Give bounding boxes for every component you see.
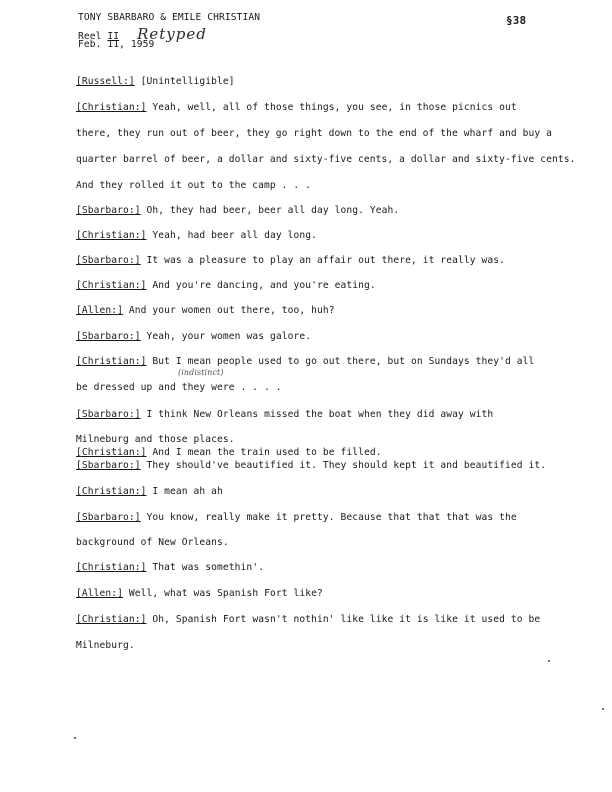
- transcript-line: there, they run out of beer, they go right down to the end of the wharf and buy a: [76, 128, 552, 139]
- transcript-line: [Christian:] Oh, Spanish Fort wasn't nothin' like like it is like it used to be: [76, 614, 541, 625]
- scan-speck: [74, 737, 76, 739]
- transcript-line: background of New Orleans.: [76, 537, 229, 548]
- speaker-label: [Christian:]: [76, 356, 147, 367]
- speaker-label: [Christian:]: [76, 614, 147, 625]
- reel-label: Reel: [78, 31, 102, 42]
- speaker-label: [Christian:]: [76, 102, 147, 113]
- transcript-line: [Christian:] And you're dancing, and you're eating.: [76, 280, 376, 291]
- speaker-label: [Sbarbaro:]: [76, 255, 141, 266]
- speaker-label: [Allen:]: [76, 588, 124, 599]
- transcript-line: [Sbarbaro:] You know, really make it pretty. Because that that that was the: [76, 512, 517, 523]
- transcript-line: [Sbarbaro:] I think New Orleans missed the boat when they did away with: [76, 409, 494, 420]
- transcript-line: [Christian:] That was somethin'.: [76, 562, 265, 573]
- speaker-label: [Christian:]: [76, 447, 147, 458]
- speaker-label: [Sbarbaro:]: [76, 409, 141, 420]
- transcript-line: [Christian:] But I mean people used to go out there, but on Sundays they'd all: [76, 356, 535, 367]
- transcript-line: Milneburg.: [76, 640, 135, 651]
- transcript-line: be dressed up and they were . . . .: [76, 382, 282, 393]
- transcript-line: [Christian:] Yeah, had beer all day long.: [76, 230, 317, 241]
- scan-speck: [548, 660, 550, 662]
- transcript-line: [Christian:] I mean ah ah: [76, 486, 223, 497]
- speaker-label: [Sbarbaro:]: [76, 331, 141, 342]
- header-title: TONY SBARBARO & EMILE CHRISTIAN: [78, 12, 261, 23]
- transcript-line: [Sbarbaro:] It was a pleasure to play an affair out there, it really was.: [76, 255, 505, 266]
- header-date: Feb. 11, 1959: [78, 39, 155, 50]
- reel-handwritten-note: Retyped: [137, 25, 207, 43]
- speaker-label: [Christian:]: [76, 562, 147, 573]
- page-number: §38: [506, 14, 527, 27]
- speaker-label: [Allen:]: [76, 305, 124, 316]
- transcript-line: Milneburg and those places.: [76, 434, 235, 445]
- scan-speck: [602, 708, 604, 710]
- transcript-line: [Christian:] Yeah, well, all of those things, you see, in those picnics out: [76, 102, 517, 113]
- speaker-label: [Sbarbaro:]: [76, 205, 141, 216]
- margin-handwritten-note: (indistinct): [178, 368, 224, 377]
- transcript-line: And they rolled it out to the camp . . .: [76, 180, 312, 191]
- transcript-line: [Sbarbaro:] Yeah, your women was galore.: [76, 331, 312, 342]
- transcript-line: quarter barrel of beer, a dollar and sixty-five cents, a dollar and sixty-five cents.: [76, 154, 576, 165]
- transcript-line: [Christian:] And I mean the train used to be filled.: [76, 447, 382, 458]
- transcript-line: [Sbarbaro:] Oh, they had beer, beer all day long. Yeah.: [76, 205, 400, 216]
- transcript-line: [Russell:] [Unintelligible]: [76, 76, 235, 87]
- speaker-label: [Christian:]: [76, 230, 147, 241]
- reel-number: II: [107, 31, 120, 42]
- speaker-label: [Christian:]: [76, 280, 147, 291]
- transcript-line: [Allen:] And your women out there, too, huh?: [76, 305, 335, 316]
- speaker-label: [Christian:]: [76, 486, 147, 497]
- speaker-label: [Sbarbaro:]: [76, 460, 141, 471]
- speaker-label: [Russell:]: [76, 76, 135, 87]
- transcript-line: [Sbarbaro:] They should've beautified it. They should kept it and beautified it.: [76, 460, 547, 471]
- speaker-label: [Sbarbaro:]: [76, 512, 141, 523]
- transcript-line: [Allen:] Well, what was Spanish Fort like?: [76, 588, 323, 599]
